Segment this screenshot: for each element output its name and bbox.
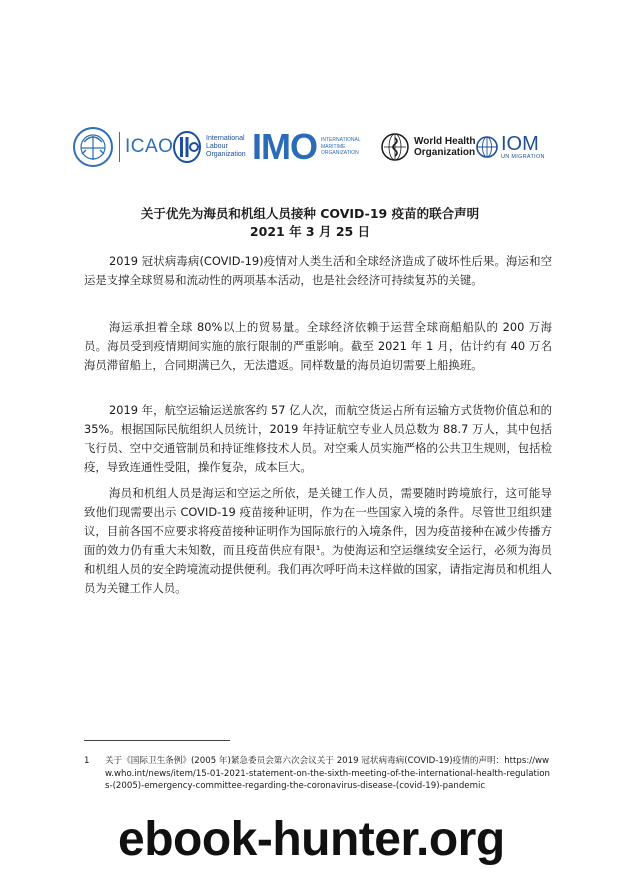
statement-title: 关于优先为海员和机组人员接种 COVID-19 疫苗的联合声明	[140, 206, 480, 221]
watermark: ebook-hunter.org	[118, 813, 505, 866]
ilo-emblem-icon	[172, 130, 202, 164]
imo-logo	[252, 122, 361, 172]
ilo-line-1: International	[206, 135, 245, 142]
footnote	[84, 755, 554, 793]
imo-name: IMO	[252, 126, 317, 167]
who-logo	[380, 122, 475, 172]
ilo-line-2: Labour	[206, 143, 228, 150]
ilo-logo	[172, 122, 246, 172]
imo-line-1: INTERNATIONAL	[321, 137, 361, 144]
who-line-2: Organization	[414, 147, 476, 158]
paragraph-4-text: 海员和机组人员是海运和空运之所依，是关键工作人员，需要随时跨境旅行，这可能导致他们现需要出示 COVID-19 疫苗接种证明，作为在一些国家入境的条件。尽管世卫组织建议，目前各国不应要求将疫苗接种证明作为国际旅行的入境条件，因为疫苗接种在减少传播方面的效力仍有重大未知数，而且疫苗供应有限¹。为使海运和空运继续安全运行，必须为海员和机组人员的安全跨境流动提供便利。我们再次呼吁尚未这样做的国家，请指定海员和机组人员为关键工作人员。	[84, 486, 552, 595]
icao-name: ICAO	[125, 136, 174, 157]
footnote-number: 1	[84, 756, 90, 766]
imo-line-3: ORGANIZATION	[321, 150, 359, 157]
paragraph-3-text: 2019 年，航空运输运送旅客约 57 亿人次，而航空货运占所有运输方式货物价值总和的 35%。根据国际民航组织人员统计，2019 年持证航空专业人员总数为 88.7 万人，其中包括飞行员、空中交通管制员和持证维修技术人员。对空乘人员实施严格的公共卫生规则，包括检疫，导致连通性受阻，操作复杂，成本巨大。	[84, 403, 552, 474]
who-emblem-icon	[380, 132, 410, 162]
imo-line-2: MARITIME	[321, 143, 346, 150]
paragraph-4	[84, 484, 552, 598]
iom-name: IOM	[501, 132, 539, 155]
paragraph-1-text: 2019 冠状病毒病(COVID-19)疫情对人类生活和全球经济造成了破坏性后果。海运和空运是支撑全球贸易和流动性的两项基本活动，也是社会经济可持续复苏的关键。	[84, 254, 552, 287]
iom-sub: UN MIGRATION	[501, 153, 545, 160]
paragraph-2-text: 海运承担着全球 80%以上的贸易量。全球经济依赖于运营全球商船船队的 200 万海员。海员受到疫情期间实施的旅行限制的严重影响。截至 2021 年 1 月，估计约有 40 万名海员滞留船上，合同期满已久，无法遣返。同样数量的海员迫切需要上船换班。	[84, 320, 552, 372]
iom-logo	[476, 122, 545, 172]
footnote-text: 关于《国际卫生条例》(2005 年)紧急委员会第六次会议关于 2019 冠状病毒病(COVID-19)疫情的声明：https://www.who.int/news/item/15-01-2021-statement-on-the-sixth-meeting-of-the-international-health-regulations-(2005)-emergency-committee-regarding-the-coronavirus-disease-(covid-19)-pandemic	[105, 756, 550, 791]
ilo-line-3: Organization	[206, 151, 246, 158]
paragraph-2	[84, 318, 552, 375]
paragraph-3	[84, 401, 552, 477]
paragraph-1	[84, 252, 552, 290]
iom-emblem-icon	[476, 136, 498, 158]
footnote-divider	[84, 740, 230, 741]
partner-logos	[72, 122, 548, 172]
statement-date: 2021 年 3 月 25 日	[249, 224, 371, 239]
icao-logo	[72, 122, 173, 172]
icao-emblem-icon	[72, 126, 114, 168]
who-line-1: World Health	[414, 136, 476, 147]
